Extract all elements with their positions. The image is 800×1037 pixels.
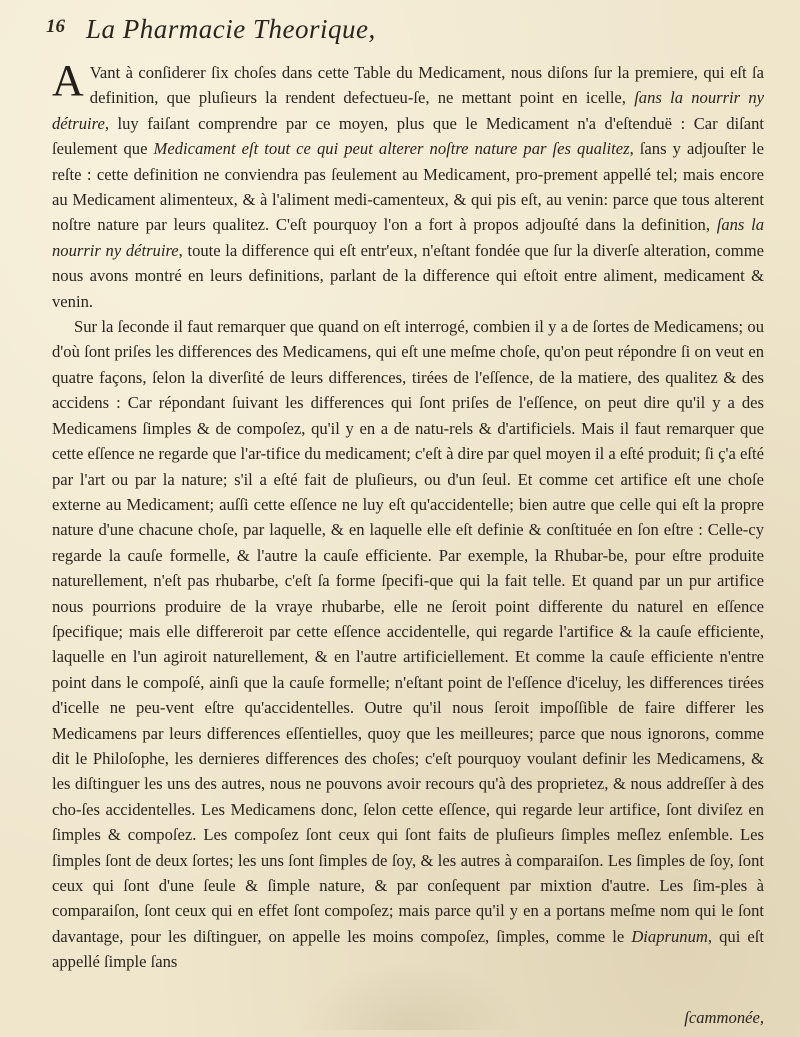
catchword: ſcammonée, — [684, 1008, 764, 1027]
text-run: , luy faiſant comprendre par ce moyen, plus que le Medicament n'a d'eſtenduë : Car diſant ſeulement que — [52, 113, 764, 159]
italic-phrase: Medicament eſt tout ce qui peut alterer noſtre nature par ſes qualitez — [153, 139, 630, 159]
page-number: 16 — [46, 16, 65, 37]
text-run: Sur la ſeconde il faut remarquer que quand on eſt interrogé, combien il y a de ſortes de Medicamens; ou d'où ſont priſes les differences des Medicamens, qui eſt une meſme choſe, qu'on peut répondre ſi on veut en quatre façons, ſelon la diverſité de leurs differences, tirées de l'eſſence, de la matiere, des qualitez & des accidens : Car répondant ſuivant les differences qui ſont priſes de l'eſſence, on peut dire qu'il y a des Medicamens ſimples & de compoſez, qu'il y en a de natu-rels & d'artificiels. Mais il faut remarquer que cette eſſence ne regarde que l'ar-tifice du medicament; c'eſt à dire par quel moyen il a eſté produit; ſi ç'a eſté par l'art ou par la nature; s'il a eſté fait de pluſieurs, ou d'un ſeul. Et comme cet artifice eſt une choſe externe au Medicament; auſſi cette eſſence ne luy eſt qu'accidentelle; bien autre que celle qui eſt la propre nature d'une chacune choſe, par laquelle, & en laquelle elle eſt definie & conſtituée en ſon eſtre : Celle-cy regarde la cauſe formelle, & l'autre la cauſe efficiente. Par exemple, la Rhubar-be, pour eſtre produite naturellement, n'eſt pas rhubarbe, c'eſt ſa forme ſpecifi-que qui la fait telle. Et quand par un pur artifice nous pourrions produire de la vraye rhubarbe, elle ne ſeroit point differente du naturel en eſſence ſpecifique; mais elle differeroit par cette eſſence accidentelle, qui regarde l'artifice & la cauſe efficiente, laquelle en l'un agiroit naturellement, & en l'autre artificiellement. Et comme la cauſe efficiente n'entre point dans le compoſé, ainſi que la cauſe formelle; n'eſtant point de l'eſſence d'iceluy, les differences tirées d'icelle ne peu-vent eſtre qu'accidentelles. Outre qu'il nous ſeroit impoſſible de faire differer les Medicamens par leurs differences eſſentielles, quoy que les meilleures; parce que nous ignorons, comme dit le Philoſophe, les dernieres differences des choſes; c'eſt pourquoy voulant definir les Medicamens, & les diſtinguer les uns des autres, nous ne pouvons avoir recours qu'à des proprietez, & nous addreſſer à des cho-ſes accidentelles. Les Medicamens donc, ſelon cette eſſence, qui regarde leur artifice, ſont diviſez en ſimples & compoſez. Les compoſez ſont ceux qui ſont faits de pluſieurs ſimples meſlez enſemble. Les ſimples ſont de deux ſortes; les uns ſont ſimples de ſoy, & les autres à comparaiſon. Les ſimples de ſoy, ſont ceux qui ſont d'une ſeule & ſimple nature, & par conſequent par mixtion d'autre. Les ſim-ples à comparaiſon, ſont ceux qui en effet ſont compoſez; mais parce qu'il y en a portans meſme nom qui le ſont davantage, pour les diſtinguer, on appelle les moins compoſez, ſimples, comme le — [52, 317, 764, 946]
text-run: , ſans y adjouſter le reſte : cette definition ne conviendra pas ſeulement au Medicament, pro-prement appellé tel; mais encore au Medicament alimenteux, & à l'aliment medi-camenteux, & qui pis eſt, au venin: parce que tous alterent noſtre nature par leurs qualitez. C'eſt pourquoy l'on a fort à propos adjouſté dans la definition, — [52, 139, 764, 235]
italic-phrase: Diaprunum — [631, 926, 708, 946]
italic-phrase: ſans la nourrir ny détruire — [52, 215, 764, 260]
text-run: , qui eſt appellé ſimple ſans — [52, 926, 764, 972]
drop-cap: A — [52, 56, 84, 105]
italic-phrase: ſans la nourrir ny détruire — [52, 88, 764, 133]
paragraph-2 — [52, 314, 764, 975]
running-title: La Pharmacie Theorique, — [86, 14, 376, 44]
text-run: Vant à conſiderer ſix choſes dans cette Table du Medicament, nous diſons ſur la premiere, qui eſt ſa definition, que pluſieurs la rendent defectueu-ſe, ne mettant point en icelle, — [89, 63, 764, 108]
book-page — [46, 14, 768, 1030]
body-text — [52, 56, 764, 975]
page-header — [46, 14, 768, 48]
paragraph-1 — [52, 56, 764, 314]
text-run: , toute la difference qui eſt entr'eux, n'eſtant fondée que ſur la diverſe alteration, comme nous avons montré en leurs definitions, parlant de la difference qui eſtoit entre aliment, medicament & venin. — [52, 240, 764, 311]
